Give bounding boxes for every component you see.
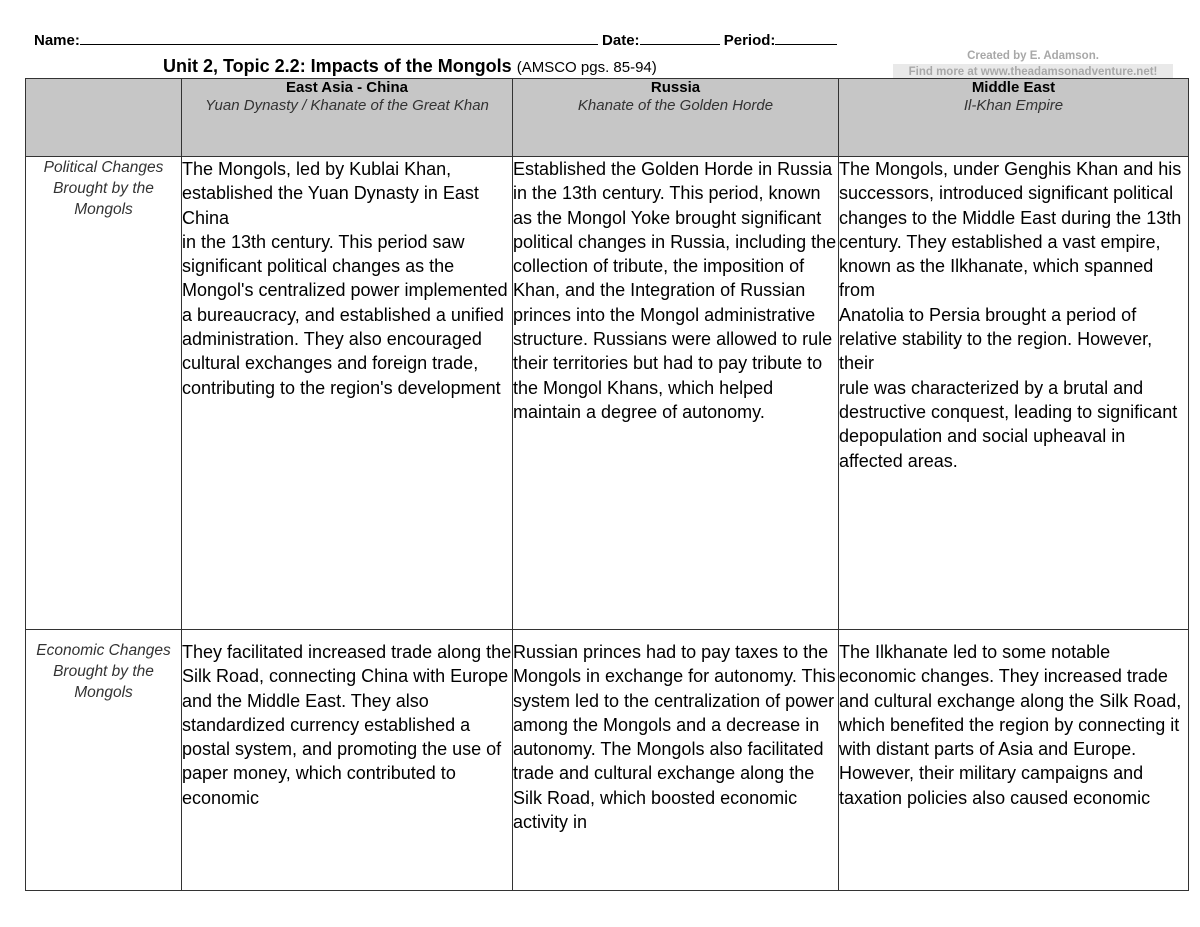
column-header-name: Middle East (971, 79, 1056, 96)
period-label: Period: (723, 32, 776, 49)
notes-table (25, 78, 1189, 891)
period-blank (775, 30, 837, 45)
column-header-name: East Asia - China (286, 79, 408, 96)
cell-political-russia[interactable] (513, 157, 839, 630)
column-header-sub: Il-Khan Empire (963, 97, 1064, 114)
title-sub: (AMSCO pgs. 85-94) (516, 59, 657, 76)
row-label-economic: Economic Changes Brought by the Mongols (26, 630, 182, 891)
cell-text: They facilitated increased trade along the Silk Road, connecting China with Europe and the Middle East. They also standardized currency established a postal system, and promoting the use of paper money, which contributed to economic (182, 642, 512, 808)
corner-cell (26, 79, 182, 157)
name-blank (80, 30, 598, 45)
column-header-russia (513, 79, 839, 157)
cell-political-middle-east[interactable] (839, 157, 1189, 630)
column-header-china (182, 79, 513, 157)
date-blank (640, 30, 720, 45)
table-row-economic (26, 630, 1189, 891)
table-row-political (26, 157, 1189, 630)
page-title (163, 56, 657, 77)
cell-political-china[interactable] (182, 157, 513, 630)
column-header-name: Russia (650, 79, 701, 96)
cell-text: The Ilkhanate led to some notable economic changes. They increased trade and cultural exchange along the Silk Road, which benefited the region by connecting it with distant parts of Asia and Europe. However, their military campaigns and taxation policies also caused economic (839, 642, 1182, 808)
cell-text: Established the Golden Horde in Russia in the 13th century. This period, known as the Mongol Yoke brought significant political changes in Russia, including the collection of tribute, the imposition of Khan, and the Integration of Russian princes into the Mongol administrative structure. Russians were allowed to rule their territories but had to pay tribute to the Mongol Khans, which helped maintain a degree of autonomy. (513, 159, 837, 422)
column-header-sub: Yuan Dynasty / Khanate of the Great Khan (205, 97, 489, 114)
cell-economic-russia[interactable] (513, 630, 839, 891)
table-header-row (26, 79, 1189, 157)
column-header-sub: Khanate of the Golden Horde (577, 97, 774, 114)
cell-text: The Mongols, under Genghis Khan and his successors, introduced significant political changes to the Middle East during the 13th century. They established a vast empire, known as the Ilkhanate, which spanned from Anatolia to Persia brought a period of relative stability to the region. However, their rule was characterized by a brutal and destructive conquest, leading to significant depopulation and social upheaval in affected areas. (839, 159, 1182, 471)
row-label-political: Political Changes Brought by the Mongols (26, 157, 182, 630)
cell-text: The Mongols, led by Kublai Khan, established the Yuan Dynasty in East China in the 13th century. This period saw significant political changes as the Mongol's centralized power implemented a bureaucracy, and established a unified administration. They also encouraged cultural exchanges and foreign trade, contributing to the region's development (182, 159, 508, 398)
credit-line1: Created by E. Adamson. (967, 50, 1099, 62)
credit-watermark (893, 48, 1173, 80)
column-header-middle-east (839, 79, 1189, 157)
cell-text: Russian princes had to pay taxes to the Mongols in exchange for autonomy. This system led to the centralization of power among the Mongols and a decrease in autonomy. The Mongols also facilitated trade and cultural exchange along the Silk Road, which boosted economic activity in (513, 642, 836, 833)
date-label: Date: (602, 32, 640, 49)
cell-economic-middle-east[interactable] (839, 630, 1189, 891)
title-main: Unit 2, Topic 2.2: Impacts of the Mongols (163, 56, 512, 76)
cell-economic-china[interactable] (182, 630, 513, 891)
name-label: Name: (34, 32, 80, 49)
credit-line2: Find more at www.theadamsonadventure.net! (893, 64, 1173, 80)
student-info-line (34, 30, 837, 49)
